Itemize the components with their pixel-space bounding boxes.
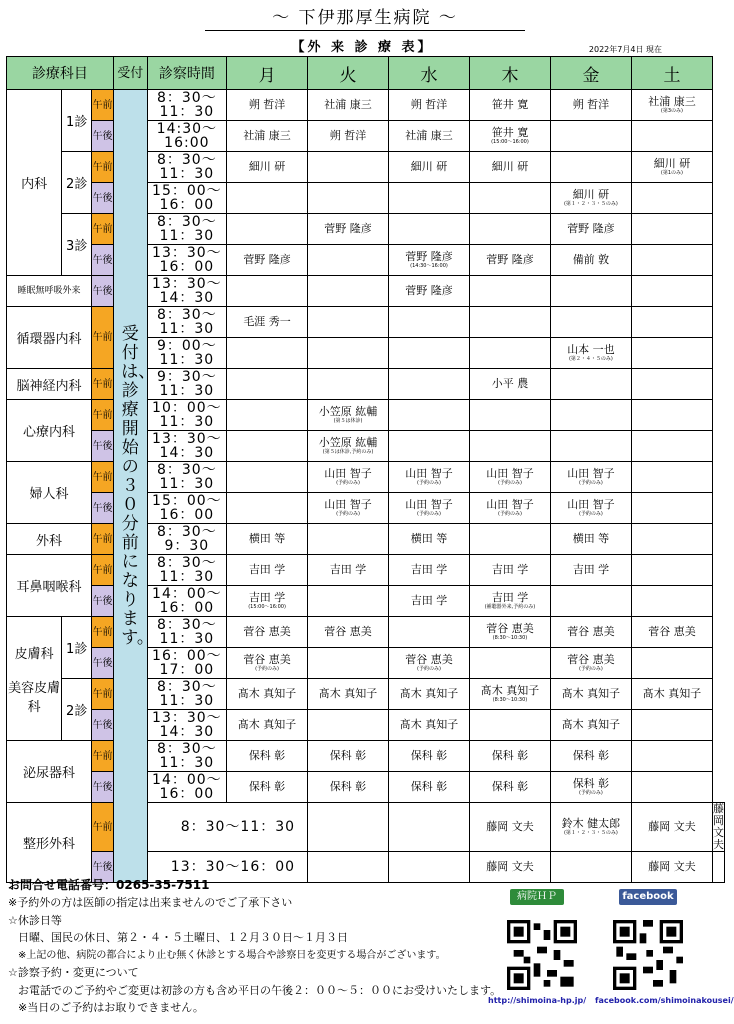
doctor-cell: 藤岡 文夫 <box>631 803 712 852</box>
doctor-cell: 藤岡 文夫 <box>631 852 712 883</box>
dept-gynecology: 婦人科 <box>7 462 92 524</box>
footer-holidays: 日曜、国民の休日、第２・４・５土曜日、１２月３０日～１月３日 <box>18 931 348 944</box>
doctor-cell: 朔 哲洋 <box>550 90 631 121</box>
doctor-cell: 保科 彰 <box>308 741 389 772</box>
doctor-cell <box>631 741 712 772</box>
doctor-cell: 保科 彰 <box>227 772 308 803</box>
doctor-cell <box>550 152 631 183</box>
footer-note: ※上記の他、病院の都合により止む無く休診とする場合や診察日を変更する場合がございます。 <box>18 950 446 961</box>
doctor-cell <box>631 710 712 741</box>
doctor-cell <box>308 803 389 852</box>
hospital-hp-qr-icon[interactable] <box>507 920 577 990</box>
doctor-cell: 保科 彰 (予約のみ) <box>550 772 631 803</box>
facebook-badge[interactable]: facebook <box>619 889 677 905</box>
doctor-cell <box>308 338 389 369</box>
doctor-cell: 菅谷 恵美 (8:30～10:30) <box>469 617 550 648</box>
doctor-cell <box>631 338 712 369</box>
doctor-cell: 細川 研 <box>227 152 308 183</box>
doctor-cell: 菅谷 恵美 (予約のみ) <box>550 648 631 679</box>
footer-reservation: お電話でのご予約やご変更は初診の方も含め平日の午後２：００～５：００にお受けいたします。 <box>18 984 502 997</box>
doctor-cell: 髙木 真知子 (8:30～10:30) <box>469 679 550 710</box>
dept-sleep-apnea: 睡眠無呼吸外来 <box>7 276 92 307</box>
doctor-cell <box>308 524 389 555</box>
doctor-cell <box>713 852 725 883</box>
doctor-cell <box>469 307 550 338</box>
am-label: 午前 <box>92 617 114 648</box>
doctor-cell: 山田 智子 (予約のみ) <box>550 493 631 524</box>
doctor-cell <box>308 586 389 617</box>
doctor-cell: 横田 等 <box>389 524 470 555</box>
time-slot: 14:30～16:00 <box>147 121 226 152</box>
doctor-cell <box>469 710 550 741</box>
doctor-cell: 保科 彰 <box>227 741 308 772</box>
doctor-cell <box>227 493 308 524</box>
header-day-sat: 土 <box>631 57 712 90</box>
time-slot: 13：30～16：00 <box>147 852 307 883</box>
time-slot: 8：30～11：30 <box>147 152 226 183</box>
doctor-cell: 細川 研 (第1のみ) <box>631 152 712 183</box>
doctor-cell: 菅野 隆彦 <box>227 245 308 276</box>
doctor-cell: 朔 哲洋 <box>308 121 389 152</box>
doctor-cell <box>308 152 389 183</box>
pm-label: 午後 <box>92 648 114 679</box>
doctor-cell: 山田 智子 (予約のみ) <box>389 493 470 524</box>
doctor-cell: 山田 智子 (予約のみ) <box>469 462 550 493</box>
header-reception: 受付 <box>113 57 147 90</box>
doctor-cell: 吉田 学 <box>389 555 470 586</box>
doctor-cell <box>389 214 470 245</box>
doctor-cell <box>227 276 308 307</box>
doctor-cell <box>308 648 389 679</box>
doctor-cell <box>389 369 470 400</box>
dept-orthopedics: 整形外科 <box>7 803 92 883</box>
doctor-cell: 小平 農 <box>469 369 550 400</box>
pm-label: 午後 <box>92 493 114 524</box>
doctor-cell <box>389 803 470 852</box>
doctor-cell <box>550 852 631 883</box>
doctor-cell: 保科 彰 <box>389 741 470 772</box>
am-label: 午前 <box>92 214 114 245</box>
doctor-cell: 細川 研 (第１・２・３・５のみ) <box>550 183 631 214</box>
time-slot: 8：30～11：30 <box>147 214 226 245</box>
doctor-cell <box>227 431 308 462</box>
am-label: 午前 <box>92 369 114 400</box>
doctor-cell <box>631 400 712 431</box>
doctor-cell: 社浦 康三 <box>389 121 470 152</box>
doctor-cell: 山田 智子 (予約のみ) <box>308 462 389 493</box>
doctor-cell: 細川 研 <box>469 152 550 183</box>
doctor-cell <box>389 400 470 431</box>
doctor-cell <box>631 555 712 586</box>
header-hours: 診察時間 <box>147 57 226 90</box>
doctor-cell: 鈴木 健太郎 (第１・２・３・５のみ) <box>550 803 631 852</box>
doctor-cell: 菅谷 恵美 <box>631 617 712 648</box>
doctor-cell <box>631 307 712 338</box>
doctor-cell <box>631 183 712 214</box>
footer-note: ※予約外の方は医師の指定は出来ませんのでご了承下さい <box>8 896 293 909</box>
am-label: 午前 <box>92 90 114 121</box>
doctor-cell: 山田 智子 (予約のみ) <box>550 462 631 493</box>
time-slot: 13：30～16：00 <box>147 245 226 276</box>
doctor-cell: 吉田 学 <box>469 555 550 586</box>
doctor-cell: 横田 等 <box>550 524 631 555</box>
pm-label: 午後 <box>92 431 114 462</box>
time-slot: 8：30～11：30 <box>147 90 226 121</box>
time-slot: 8：30～11：30 <box>147 307 226 338</box>
dept-urology: 泌尿器科 <box>7 741 92 803</box>
time-slot: 14：00～16：00 <box>147 586 226 617</box>
footer-note: ※当日のご予約はお取りできません。 <box>18 1001 204 1014</box>
doctor-cell <box>631 121 712 152</box>
facebook-qr-icon[interactable] <box>613 920 683 990</box>
am-label: 午前 <box>92 803 114 852</box>
doctor-cell: 吉田 学 (15:00～16:00) <box>227 586 308 617</box>
doctor-cell <box>308 307 389 338</box>
doctor-cell <box>389 431 470 462</box>
doctor-cell <box>550 586 631 617</box>
outpatient-schedule-table <box>6 56 725 883</box>
header-day-fri: 金 <box>550 57 631 90</box>
doctor-cell: 保科 彰 <box>308 772 389 803</box>
time-slot: 8：30～11：30 <box>147 803 307 852</box>
doctor-cell: 備前 敦 <box>550 245 631 276</box>
doctor-cell <box>550 121 631 152</box>
doctor-cell <box>469 276 550 307</box>
am-label: 午前 <box>92 307 114 369</box>
doctor-cell <box>389 617 470 648</box>
doctor-cell: 社浦 康三 (第3のみ) <box>631 90 712 121</box>
doctor-cell <box>631 431 712 462</box>
doctor-cell <box>227 400 308 431</box>
doctor-cell: 藤岡 文夫 <box>713 802 724 851</box>
pm-label: 午後 <box>92 245 114 276</box>
doctor-cell: 吉田 学 <box>227 555 308 586</box>
time-slot: 8：30～11：30 <box>147 555 226 586</box>
dept-dermatology: 皮膚科 美容皮膚科 <box>7 617 62 741</box>
doctor-cell <box>389 307 470 338</box>
footer-holidays-heading: ☆休診日等 <box>8 914 62 927</box>
header-day-mon: 月 <box>227 57 308 90</box>
doctor-cell: 社浦 康三 <box>227 121 308 152</box>
footer-reservation-heading: ☆診察予約・変更について <box>8 966 139 979</box>
time-slot: 8：30～11：30 <box>147 462 226 493</box>
time-slot: 8：30～11：30 <box>147 741 226 772</box>
doctor-cell <box>631 276 712 307</box>
doctor-cell <box>631 462 712 493</box>
doctor-cell <box>550 369 631 400</box>
dept-neurology: 脳神経内科 <box>7 369 92 400</box>
doctor-cell <box>631 586 712 617</box>
doctor-cell: 横田 等 <box>227 524 308 555</box>
dept-psychosomatic: 心療内科 <box>7 400 92 462</box>
doctor-cell <box>308 852 389 883</box>
doctor-cell <box>550 307 631 338</box>
pm-label: 午後 <box>92 772 114 803</box>
doctor-cell <box>308 276 389 307</box>
as-of-date: 2022年7月4日 現在 <box>588 45 662 54</box>
schedule-subtitle: 【外 来 診 療 表】 <box>291 40 434 55</box>
pm-label: 午後 <box>92 121 114 152</box>
pm-label: 午後 <box>92 586 114 617</box>
am-label: 午前 <box>92 524 114 555</box>
doctor-cell: 髙木 真知子 <box>550 679 631 710</box>
doctor-cell <box>469 183 550 214</box>
doctor-cell: 藤岡 文夫 <box>469 803 550 852</box>
clinic-label: 1診 <box>62 90 92 152</box>
doctor-cell <box>631 524 712 555</box>
doctor-cell: 山本 一也 (第２・４・５のみ) <box>550 338 631 369</box>
time-slot: 8：30～9：30 <box>147 524 226 555</box>
doctor-cell <box>469 400 550 431</box>
doctor-cell: 菅野 隆彦 <box>308 214 389 245</box>
doctor-cell: 髙木 真知子 <box>550 710 631 741</box>
header-day-wed: 水 <box>389 57 470 90</box>
time-slot: 9：30～11：30 <box>147 369 226 400</box>
doctor-cell <box>308 183 389 214</box>
doctor-cell: 社浦 康三 <box>308 90 389 121</box>
table-row <box>7 90 725 121</box>
doctor-cell: 髙木 真知子 <box>227 710 308 741</box>
doctor-cell <box>631 369 712 400</box>
doctor-cell: 笹井 寛 (15:00～16:00) <box>469 121 550 152</box>
doctor-cell: 菅谷 恵美 <box>550 617 631 648</box>
clinic-label: 2診 <box>62 679 92 741</box>
pm-label: 午後 <box>92 183 114 214</box>
doctor-cell: 菅野 隆彦 <box>469 245 550 276</box>
am-label: 午前 <box>92 741 114 772</box>
doctor-cell <box>308 369 389 400</box>
doctor-cell <box>550 431 631 462</box>
dept-ent: 耳鼻咽喉科 <box>7 555 92 617</box>
doctor-cell: 髙木 真知子 <box>389 710 470 741</box>
contact-phone: お問合せ電話番号：0265-35-7511 <box>8 878 210 892</box>
doctor-cell: 吉田 学 <box>389 586 470 617</box>
doctor-cell <box>631 214 712 245</box>
doctor-cell <box>631 245 712 276</box>
am-label: 午前 <box>92 462 114 493</box>
doctor-cell: 小笠原 紘輔 (第５は休診,予約のみ) <box>308 431 389 462</box>
doctor-cell <box>308 710 389 741</box>
doctor-cell: 小笠原 紘輔 (第５は休診) <box>308 400 389 431</box>
reception-note: 受付は、診療開始の３０分前になります。 <box>113 90 147 883</box>
doctor-cell: 髙木 真知子 <box>389 679 470 710</box>
doctor-cell: 山田 智子 (予約のみ) <box>469 493 550 524</box>
dept-internal: 内科 <box>7 90 62 276</box>
doctor-cell: 山田 智子 (予約のみ) <box>389 462 470 493</box>
hospital-hp-url[interactable]: http://shimoina-hp.jp/ <box>488 996 587 1005</box>
time-slot: 13：30～14：30 <box>147 431 226 462</box>
doctor-cell <box>550 276 631 307</box>
header-day-tue: 火 <box>308 57 389 90</box>
doctor-cell: 藤岡 文夫 <box>469 852 550 883</box>
doctor-cell <box>469 648 550 679</box>
doctor-cell: 保科 彰 <box>469 772 550 803</box>
time-slot: 15：00～16：00 <box>147 493 226 524</box>
doctor-cell: 髙木 真知子 <box>227 679 308 710</box>
hospital-hp-badge[interactable]: 病院ＨＰ <box>510 889 564 905</box>
doctor-cell <box>631 648 712 679</box>
clinic-label: 1診 <box>62 617 92 679</box>
doctor-cell: 朔 哲洋 <box>389 90 470 121</box>
pm-label: 午後 <box>92 276 114 307</box>
am-label: 午前 <box>92 152 114 183</box>
time-slot: 9：00～11：30 <box>147 338 226 369</box>
doctor-cell <box>308 245 389 276</box>
time-slot: 13：30～14：30 <box>147 710 226 741</box>
doctor-cell <box>469 431 550 462</box>
am-label: 午前 <box>92 679 114 710</box>
doctor-cell <box>227 338 308 369</box>
doctor-cell: 吉田 学 (補聴器外来,予約のみ) <box>469 586 550 617</box>
time-slot: 13：30～14：30 <box>147 276 226 307</box>
time-slot: 10：00～11：30 <box>147 400 226 431</box>
doctor-cell: 保科 彰 <box>550 741 631 772</box>
header-department: 診療科目 <box>7 57 114 90</box>
doctor-cell: 菅谷 恵美 <box>227 617 308 648</box>
doctor-cell: 菅谷 恵美 (予約のみ) <box>227 648 308 679</box>
doctor-cell: 菅谷 恵美 (予約のみ) <box>389 648 470 679</box>
phone-number[interactable]: 0265-35-7511 <box>116 878 210 892</box>
doctor-cell: 吉田 学 <box>308 555 389 586</box>
doctor-cell <box>389 183 470 214</box>
doctor-cell: 山田 智子 (予約のみ) <box>308 493 389 524</box>
header-day-thu: 木 <box>469 57 550 90</box>
time-slot: 16：00～17：00 <box>147 648 226 679</box>
time-slot: 8：30～11：30 <box>147 617 226 648</box>
doctor-cell: 菅野 隆彦 <box>389 276 470 307</box>
page-title: ～ 下伊那厚生病院 ～ <box>205 6 525 31</box>
doctor-cell <box>227 462 308 493</box>
clinic-label: 2診 <box>62 152 92 214</box>
doctor-cell: 吉田 学 <box>550 555 631 586</box>
am-label: 午前 <box>92 555 114 586</box>
doctor-cell: 髙木 真知子 <box>308 679 389 710</box>
doctor-cell: 朔 哲洋 <box>227 90 308 121</box>
doctor-cell: 保科 彰 <box>469 741 550 772</box>
doctor-cell <box>469 338 550 369</box>
doctor-cell <box>469 524 550 555</box>
doctor-cell <box>389 338 470 369</box>
doctor-cell <box>631 493 712 524</box>
pm-label: 午後 <box>92 710 114 741</box>
doctor-cell <box>389 852 470 883</box>
dept-cardiology: 循環器内科 <box>7 307 92 369</box>
doctor-cell: 毛涯 秀一 <box>227 307 308 338</box>
pm-label: 午後 <box>92 852 114 883</box>
time-slot: 15：00～16：00 <box>147 183 226 214</box>
doctor-cell <box>550 400 631 431</box>
doctor-cell: 細川 研 <box>389 152 470 183</box>
dept-surgery: 外科 <box>7 524 92 555</box>
doctor-cell: 笹井 寛 <box>469 90 550 121</box>
am-label: 午前 <box>92 400 114 431</box>
clinic-label: 3診 <box>62 214 92 276</box>
time-slot: 14：00～16：00 <box>147 772 226 803</box>
facebook-url[interactable]: facebook.com/shimoinakousei/ <box>595 996 734 1005</box>
doctor-cell <box>469 214 550 245</box>
doctor-cell <box>631 772 712 803</box>
doctor-cell <box>227 214 308 245</box>
doctor-cell: 菅野 隆彦 (14:30～16:00) <box>389 245 470 276</box>
doctor-cell <box>227 183 308 214</box>
doctor-cell: 保科 彰 <box>389 772 470 803</box>
doctor-cell: 髙木 真知子 <box>631 679 712 710</box>
doctor-cell: 菅谷 恵美 <box>308 617 389 648</box>
doctor-cell: 菅野 隆彦 <box>550 214 631 245</box>
header-row <box>7 57 725 90</box>
doctor-cell <box>227 369 308 400</box>
time-slot: 8：30～11：30 <box>147 679 226 710</box>
